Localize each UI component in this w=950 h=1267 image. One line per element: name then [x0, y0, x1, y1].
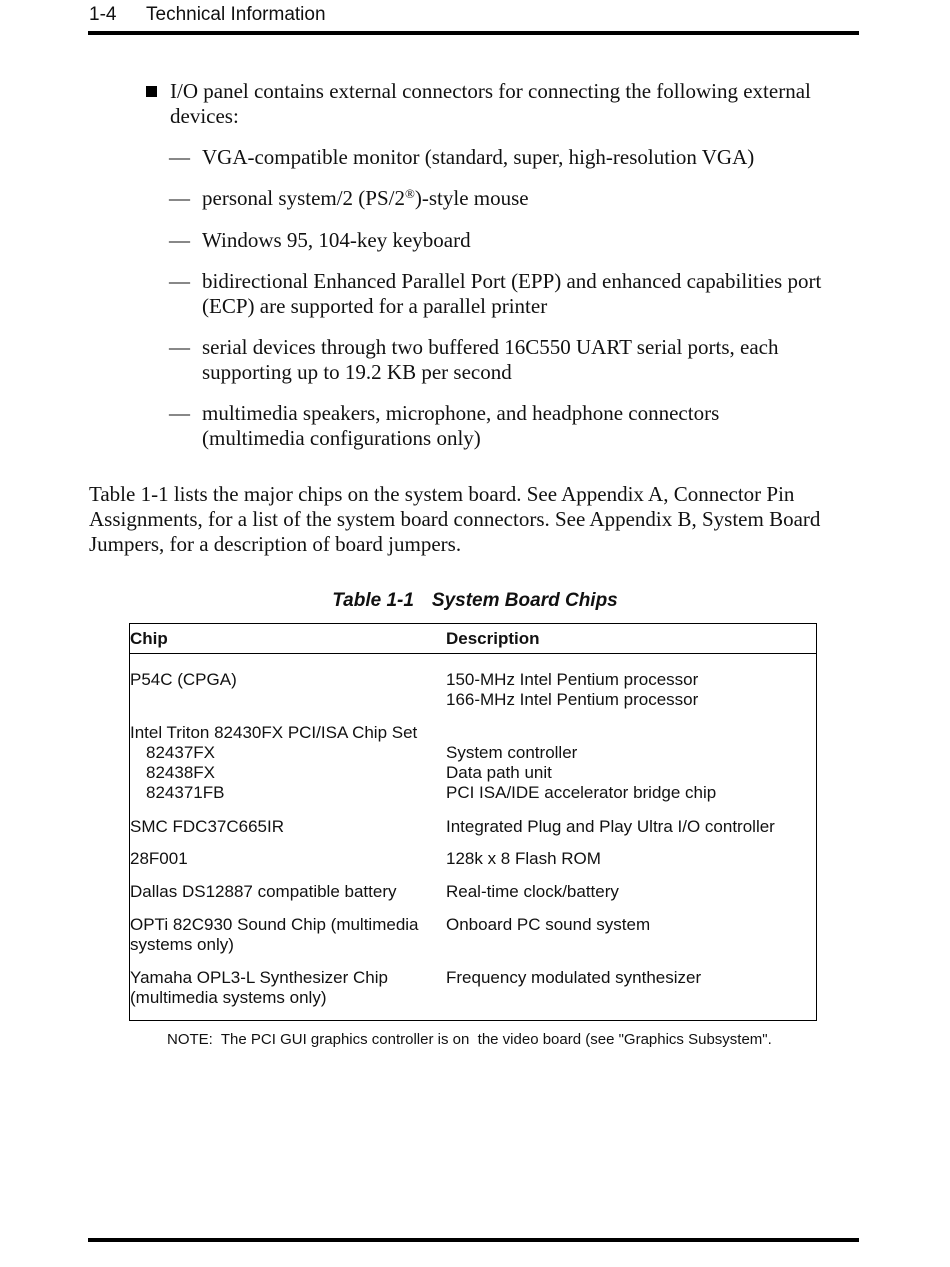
- registered-mark: ®: [405, 186, 415, 201]
- table-note: NOTE: The PCI GUI graphics controller is on the video board (see "Graphics Subsystem".: [167, 1031, 772, 1048]
- bullet-text: I/O panel contains external connectors for connecting the following external devices:: [170, 79, 811, 128]
- em-dash-icon: —: [169, 186, 190, 210]
- dash-item-text-before: personal system/2 (PS/2: [202, 186, 405, 210]
- em-dash-icon: —: [169, 145, 190, 169]
- table-row-chip: Intel Triton 82430FX PCI/ISA Chip Set: [130, 723, 418, 742]
- table-row-description: Integrated Plug and Play Ultra I/O controller: [446, 817, 775, 836]
- dash-item-text: Windows 95, 104-key keyboard: [202, 228, 471, 252]
- dash-item-text: multimedia speakers, microphone, and headphone connectors (multimedia configurations only): [202, 401, 720, 450]
- table-row-description: Real-time clock/battery: [446, 882, 619, 901]
- table-row-chip: SMC FDC37C665IR: [130, 817, 284, 836]
- dash-item-text: bidirectional Enhanced Parallel Port (EPP) and enhanced capabilities port (ECP) are supported for a parallel printer: [202, 269, 822, 318]
- column-header-chip: Chip: [130, 629, 168, 648]
- table-row-description: 150-MHz Intel Pentium processor: [446, 670, 699, 689]
- em-dash-icon: —: [169, 401, 190, 425]
- table-row-chip: (multimedia systems only): [130, 988, 327, 1007]
- table-row-description: System controller: [446, 743, 578, 762]
- table-row-chip: P54C (CPGA): [130, 670, 237, 689]
- dash-item-text: [202, 186, 827, 211]
- square-bullet-icon: [146, 86, 157, 97]
- table-row-chip: Dallas DS12887 compatible battery: [130, 882, 397, 901]
- table-row-description: Onboard PC sound system: [446, 915, 651, 934]
- page-number: 1-4: [89, 4, 117, 25]
- table-row-chip-sub: 824371FB: [146, 783, 225, 802]
- dash-item-text: VGA-compatible monitor (standard, super, high-resolution VGA): [202, 145, 755, 169]
- running-header: [89, 3, 326, 27]
- table-row-chip: systems only): [130, 935, 234, 954]
- footer-rule: [88, 1238, 859, 1242]
- section-title: Technical Information: [146, 4, 326, 25]
- header-divider: [130, 653, 816, 654]
- em-dash-icon: —: [169, 228, 190, 252]
- table-row-description: Data path unit: [446, 763, 552, 782]
- table-row-chip-sub: 82437FX: [146, 743, 215, 762]
- table-caption: [0, 588, 950, 614]
- em-dash-icon: —: [169, 335, 190, 359]
- table-row-chip-sub: 82438FX: [146, 763, 215, 782]
- dash-item-text: serial devices through two buffered 16C550 UART serial ports, each supporting up to 19.2 KB per second: [202, 335, 779, 384]
- header-rule: [88, 31, 859, 35]
- em-dash-icon: —: [169, 269, 190, 293]
- table-row-chip: OPTi 82C930 Sound Chip (multimedia: [130, 915, 419, 934]
- body-paragraph: Table 1-1 lists the major chips on the system board. See Appendix A, Connector Pin Assignments, for a list of the system board connectors. See Appendix B, System Board Jumpers, for a description of board jumpers.: [89, 482, 821, 556]
- table-number: Table 1-1: [332, 590, 414, 611]
- table-row-description: Frequency modulated synthesizer: [446, 968, 702, 987]
- table-row-description: 166-MHz Intel Pentium processor: [446, 690, 699, 709]
- table-title: System Board Chips: [431, 590, 618, 611]
- table-row-chip: 28F001: [130, 849, 188, 868]
- column-header-description: Description: [446, 629, 540, 648]
- table-row-description: 128k x 8 Flash ROM: [446, 849, 601, 868]
- table-row-chip: Yamaha OPL3-L Synthesizer Chip: [130, 968, 388, 987]
- system-board-chips-table: [129, 623, 817, 1021]
- dash-item-text-after: )-style mouse: [414, 186, 529, 210]
- table-row-description: PCI ISA/IDE accelerator bridge chip: [446, 783, 717, 802]
